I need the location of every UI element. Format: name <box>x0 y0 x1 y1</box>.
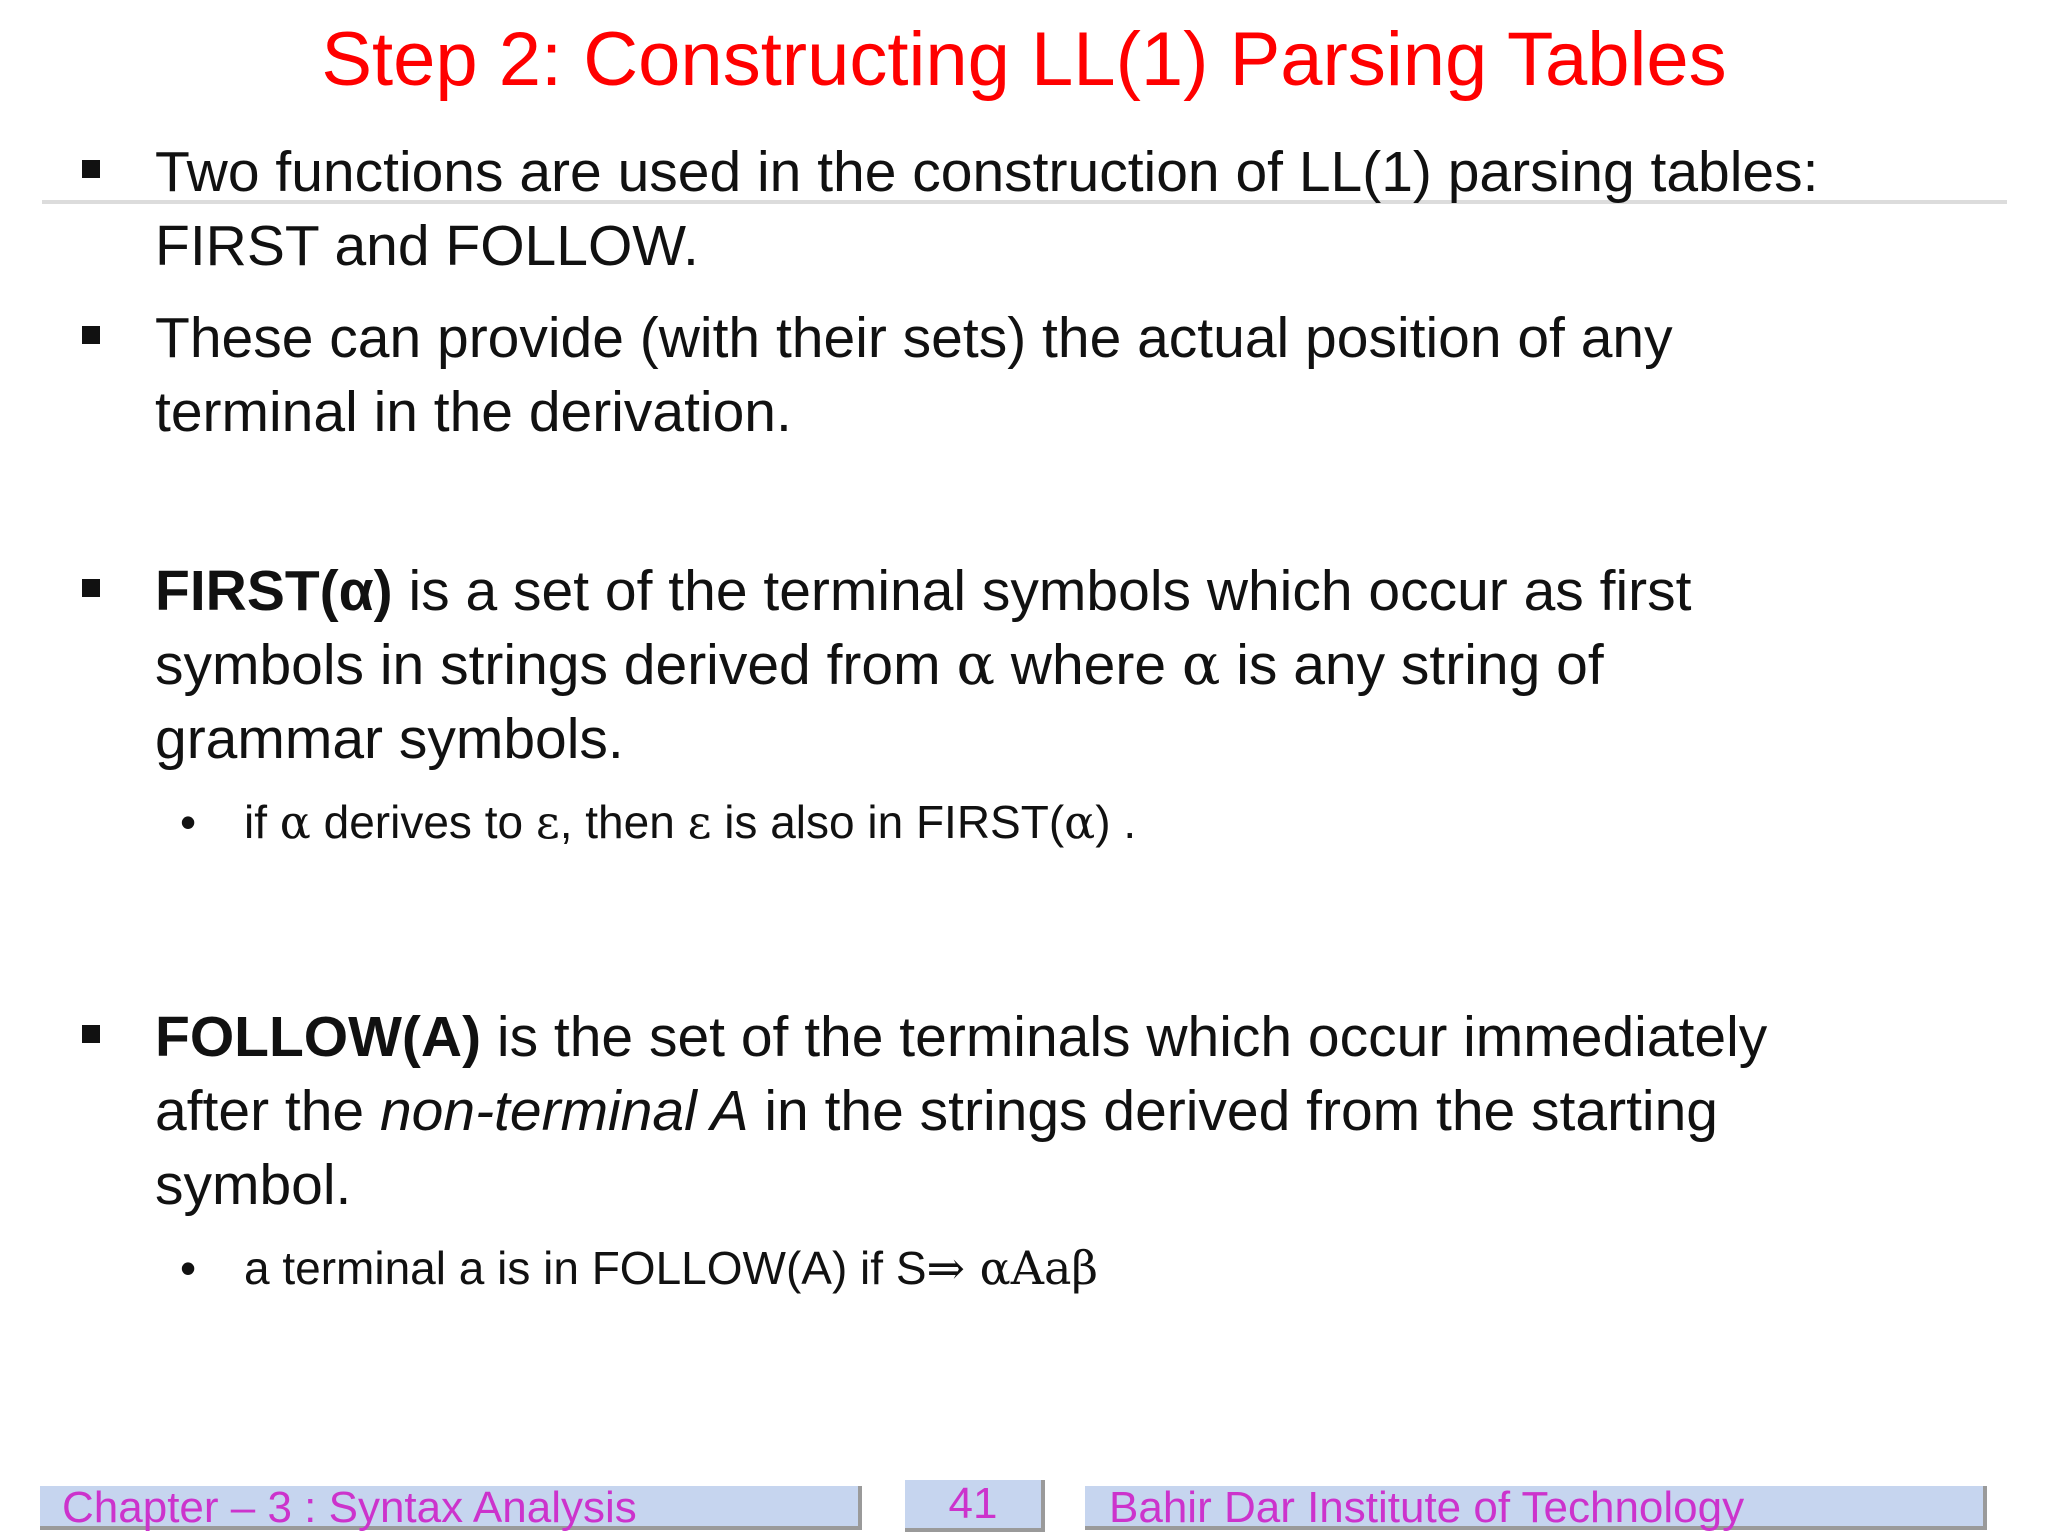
non-terminal-italic: non-terminal A <box>379 1079 749 1143</box>
first-definition-text: symbols in strings derived from <box>155 633 957 697</box>
sub-text: is also in FIRST( <box>711 796 1065 848</box>
first-term: FIRST(α) <box>155 559 393 623</box>
alpha-symbol: α <box>1181 632 1221 698</box>
bullet-text <box>155 301 2048 449</box>
sub-text: αAaβ <box>965 1241 1098 1295</box>
bullet-line: FIRST and FOLLOW. <box>155 214 699 278</box>
bullet-marker-icon <box>82 326 100 344</box>
slide-title: Step 2: Constructing LL(1) Parsing Tables <box>321 17 1727 102</box>
bullet-marker-icon <box>82 1025 100 1043</box>
sub-text: derives to <box>310 796 536 848</box>
first-definition-text: is a set of the terminal symbols which occur as first <box>392 559 1692 623</box>
epsilon-symbol: ε <box>687 795 712 849</box>
footer-chapter: Chapter – 3 : Syntax Analysis <box>40 1486 862 1530</box>
follow-definition-text: in the strings derived from the starting <box>748 1079 1718 1143</box>
alpha-symbol: α <box>956 632 995 698</box>
sub-bullet-dot-icon: • <box>180 1242 197 1294</box>
footer-page-number: 41 <box>905 1480 1045 1532</box>
bullet-line: symbol. <box>155 1153 352 1217</box>
bullet-text <box>155 554 2048 776</box>
derives-arrow-icon: ⇒ <box>926 1241 966 1295</box>
sub-bullet-text <box>244 792 1136 852</box>
alpha-symbol: α <box>1064 795 1096 849</box>
sub-bullet-text <box>244 1238 1098 1298</box>
follow-definition-text: after the <box>155 1079 380 1143</box>
bullet-marker-icon <box>82 579 100 597</box>
sub-text: a terminal a is in FOLLOW(A) if S <box>244 1242 927 1294</box>
sub-bullet-dot-icon: • <box>180 796 197 848</box>
sub-text: , then <box>559 796 688 848</box>
bullet-line <box>155 1074 2048 1148</box>
bullet-line <box>155 628 2048 702</box>
epsilon-symbol: ε <box>535 795 560 849</box>
sub-text: ) . <box>1095 796 1137 848</box>
bullet-line: These can provide (with their sets) the actual position of any <box>155 306 1673 370</box>
bullet-line <box>155 554 2048 628</box>
bullet-line: grammar symbols. <box>155 707 624 771</box>
first-definition-text: where <box>994 633 1182 697</box>
bullet-text <box>155 135 2048 283</box>
bullet-text <box>155 1000 2048 1222</box>
bullet-line: Two functions are used in the construction of LL(1) parsing tables: <box>155 140 1819 204</box>
sub-text: if <box>244 796 280 848</box>
bullet-line: terminal in the derivation. <box>155 380 792 444</box>
bullet-line <box>155 1000 2048 1074</box>
follow-definition-text: is the set of the terminals which occur immediately <box>481 1005 1768 1069</box>
follow-term: FOLLOW(A) <box>155 1005 482 1069</box>
bullet-marker-icon <box>82 160 100 178</box>
first-definition-text: is any string of <box>1220 633 1604 697</box>
footer-institute: Bahir Dar Institute of Technology <box>1085 1486 1987 1530</box>
alpha-symbol: α <box>279 795 311 849</box>
